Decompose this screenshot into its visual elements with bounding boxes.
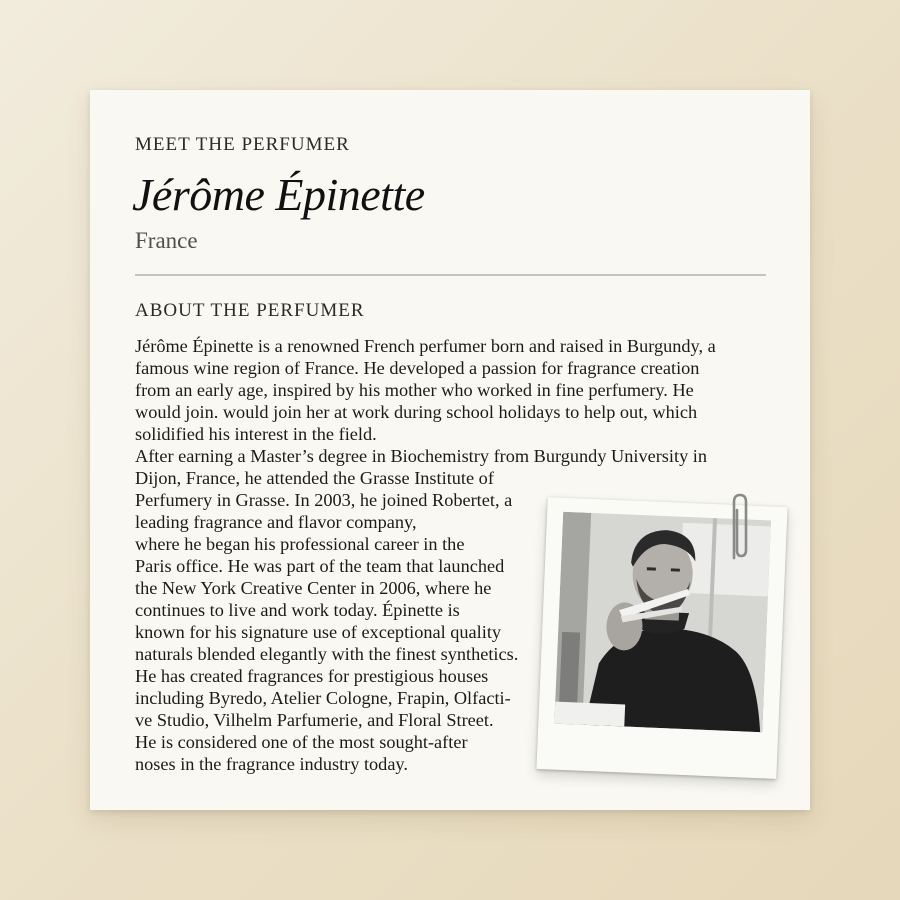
perfumer-card <box>90 90 810 810</box>
perfumer-country: France <box>135 228 198 253</box>
about-line: Dijon, France, he attended the Grasse Institute of <box>135 468 494 488</box>
about-line: where he began his professional career in the <box>135 534 465 554</box>
about-line: naturals blended elegantly with the finest synthetics. <box>135 644 519 664</box>
perfumer-name: Jérôme Épinette <box>132 169 425 220</box>
paperclip-icon <box>726 492 750 562</box>
about-line: Perfumery in Grasse. In 2003, he joined Robertet, a <box>135 490 513 510</box>
eyebrow-heading: MEET THE PERFUMER <box>135 134 350 155</box>
section-heading: ABOUT THE PERFUMER <box>135 300 365 321</box>
about-line: He is considered one of the most sought-after <box>135 732 468 752</box>
about-line: would join. would join her at work during school holidays to help out, which <box>135 402 698 422</box>
about-line: known for his signature use of exceptional quality <box>135 622 502 642</box>
about-line: ve Studio, Vilhelm Parfumerie, and Floral Street. <box>135 710 494 730</box>
about-line: Paris office. He was part of the team that launched <box>135 556 505 576</box>
about-line: solidified his interest in the field. <box>135 424 377 444</box>
about-line: the New York Creative Center in 2006, where he <box>135 578 492 598</box>
about-line: leading fragrance and flavor company, <box>135 512 417 532</box>
divider <box>135 274 766 276</box>
about-line: noses in the fragrance industry today. <box>135 754 408 774</box>
about-line: After earning a Master’s degree in Biochemistry from Burgundy University in <box>135 446 708 466</box>
about-line: Jérôme Épinette is a renowned French perfumer born and raised in Burgundy, a <box>135 336 716 356</box>
about-line: from an early age, inspired by his mother who worked in fine perfumery. He <box>135 380 694 400</box>
about-line: including Byredo, Atelier Cologne, Frapin, Olfacti- <box>135 688 511 708</box>
about-line: He has created fragrances for prestigious houses <box>135 666 489 686</box>
about-line: famous wine region of France. He developed a passion for fragrance creation <box>135 358 700 378</box>
about-line: continues to live and work today. Épinette is <box>135 600 460 620</box>
